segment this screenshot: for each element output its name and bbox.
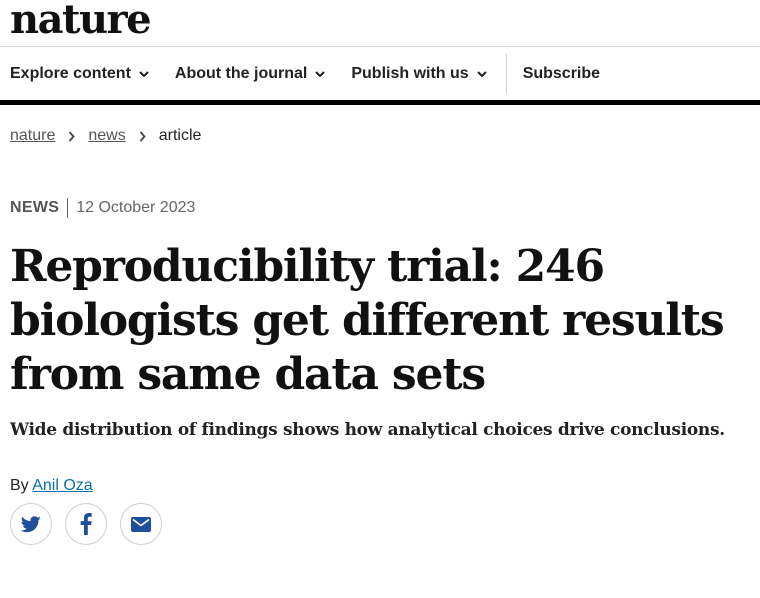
email-icon (131, 517, 151, 532)
nav-about-journal-label: About the journal (174, 64, 308, 82)
page-title: Reproducibility trial: 246 biologists get different results from same data sets (10, 241, 724, 400)
nav-subscribe-label: Subscribe (522, 64, 601, 82)
chevron-down-icon (315, 70, 325, 78)
breadcrumb-nature[interactable]: nature (10, 127, 56, 144)
share-twitter-button[interactable] (10, 503, 52, 545)
nav-divider (506, 54, 507, 94)
nav-about-journal[interactable] (175, 65, 325, 83)
nav-explore-content[interactable] (10, 65, 149, 83)
nav-subscribe[interactable] (523, 65, 600, 83)
main-nav (0, 47, 760, 105)
article-type: NEWS (10, 199, 60, 216)
article-meta (0, 198, 760, 218)
share-facebook-button[interactable] (65, 503, 107, 545)
chevron-down-icon (139, 70, 149, 78)
share-email-button[interactable] (120, 503, 162, 545)
author-link[interactable]: Anil Oza (32, 477, 93, 494)
breadcrumb-news[interactable]: news (88, 127, 126, 144)
meta-divider (67, 198, 68, 218)
chevron-down-icon (477, 70, 487, 78)
site-header (0, 0, 760, 47)
chevron-right-icon (68, 131, 75, 142)
nature-logo[interactable]: nature (10, 0, 151, 43)
byline-prefix: By (10, 477, 33, 494)
nav-explore-content-label: Explore content (10, 64, 131, 82)
chevron-right-icon (139, 131, 146, 142)
twitter-icon (21, 516, 41, 533)
breadcrumb (0, 127, 760, 145)
nav-publish-with-us[interactable] (351, 65, 486, 83)
article-standfirst: Wide distribution of findings shows how analytical choices drive conclusions. (10, 420, 725, 440)
share-buttons (0, 503, 760, 545)
byline (0, 477, 760, 495)
article-date: 12 October 2023 (76, 199, 196, 216)
facebook-icon (80, 513, 92, 535)
nav-publish-with-us-label: Publish with us (351, 64, 469, 82)
breadcrumb-current: article (158, 127, 202, 144)
